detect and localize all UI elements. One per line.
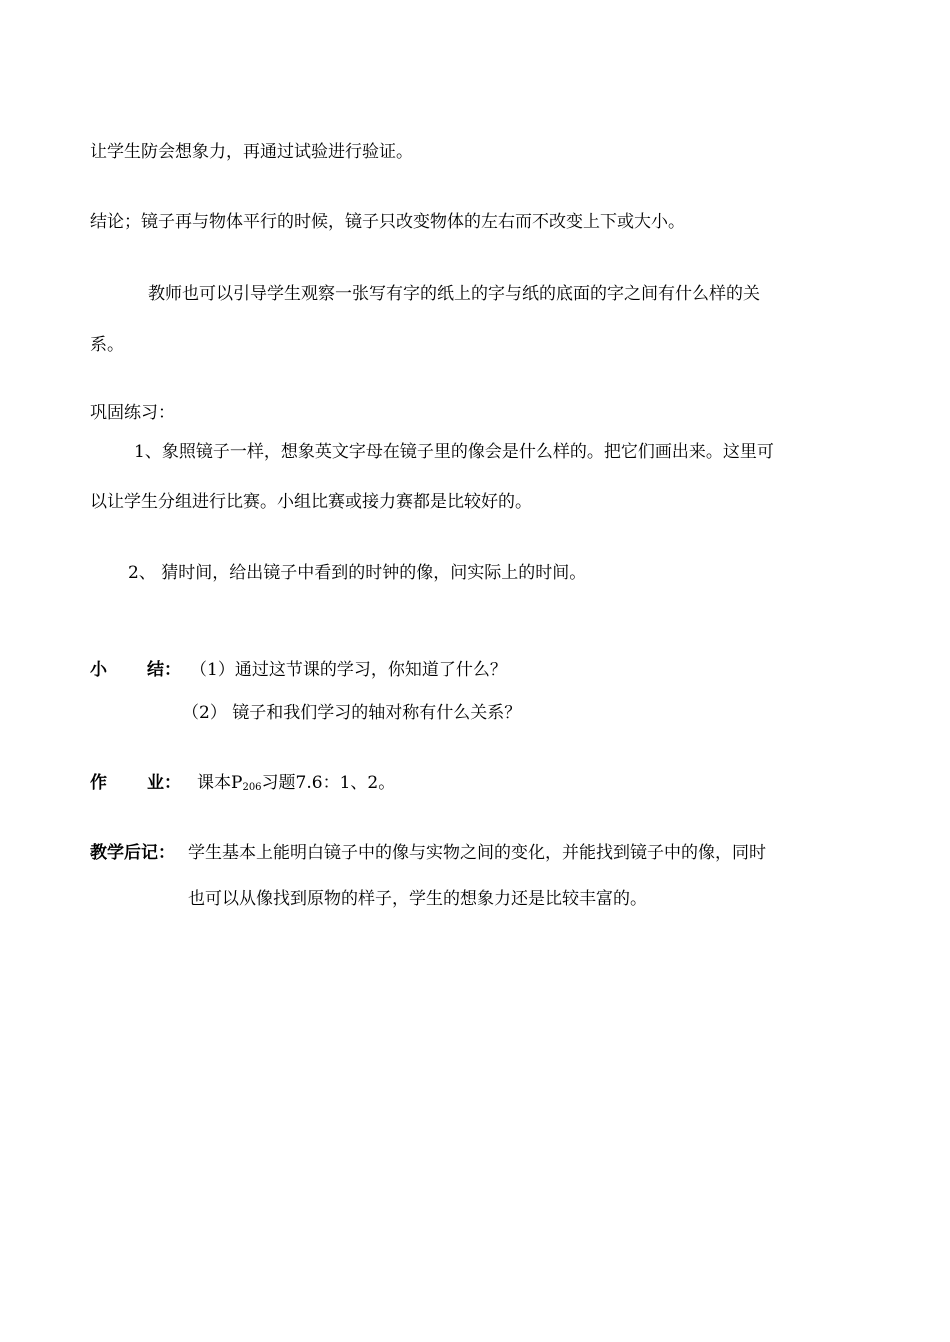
practice-item1-line1: 1、象照镜子一样，想象英文字母在镜子里的像会是什么样的。把它们画出来。这里可	[134, 442, 774, 462]
paragraph-conclusion: 结论；镜子再与物体平行的时候，镜子只改变物体的左右而不改变上下或大小。	[90, 212, 685, 232]
paragraph-teacher-guide-line1: 教师也可以引导学生观察一张写有字的纸上的字与纸的底面的字之间有什么样的关	[148, 284, 760, 304]
reflection-line1: 学生基本上能明白镜子中的像与实物之间的变化，并能找到镜子中的像，同时	[188, 843, 766, 863]
homework-suffix: 习题7.6：1、2。	[261, 773, 396, 793]
summary-question1: （1）通过这节课的学习，你知道了什么？	[190, 660, 507, 680]
homework-label-char2: 业：	[147, 773, 181, 793]
reflection-label: 教学后记：	[90, 843, 175, 863]
practice-item2: 2、 猜时间，给出镜子中看到的时钟的像，问实际上的时间。	[128, 563, 587, 583]
practice-heading: 巩固练习：	[90, 403, 175, 423]
summary-label-char2: 结：	[147, 660, 181, 680]
homework-prefix: 课本P	[197, 773, 243, 793]
homework-assignment	[197, 773, 395, 798]
reflection-line2: 也可以从像找到原物的样子，学生的想象力还是比较丰富的。	[188, 889, 647, 909]
summary-label-char1: 小	[90, 660, 107, 680]
homework-page-number: 206	[242, 782, 262, 793]
practice-item1-line2: 以让学生分组进行比赛。小组比赛或接力赛都是比较好的。	[90, 492, 532, 512]
paragraph-verification: 让学生防会想象力，再通过试验进行验证。	[90, 142, 413, 162]
summary-question2: （2） 镜子和我们学习的轴对称有什么关系？	[182, 703, 522, 723]
homework-label-char1: 作	[90, 773, 107, 793]
paragraph-teacher-guide-line2: 系。	[90, 335, 124, 355]
